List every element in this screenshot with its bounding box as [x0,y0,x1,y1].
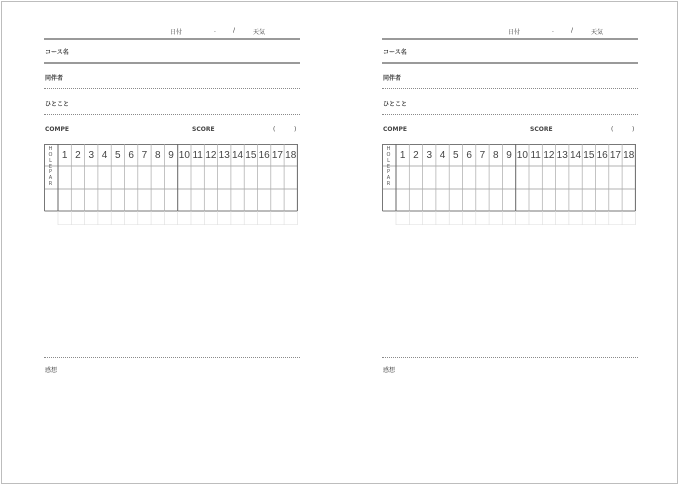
date-separator-slash: / [571,27,574,34]
course-name-label: コース名 [45,49,69,56]
date-separator-dot: . [214,27,216,34]
hole-number: 10 [178,149,190,161]
score-label: SCORE [192,126,215,133]
date-label: 日付 [170,29,183,36]
note-rule [382,114,638,115]
hole-number: 6 [466,149,472,161]
score-paren-open: ( [611,126,614,133]
hole-number: 13 [218,149,230,161]
weather-label: 天気 [253,29,266,36]
course-name-rule [382,62,638,64]
score-paren-close: ) [632,126,635,133]
hole-label: H O L E [48,146,53,170]
hole-number: 7 [141,149,148,161]
impressions-rule [382,357,638,358]
hole-number: 14 [231,149,244,161]
hole-number: 8 [154,149,161,161]
hole-number: 11 [192,149,203,161]
hole-number: 12 [205,149,217,161]
hole-number: 2 [75,149,81,161]
hole-number: 8 [492,149,499,161]
course-name-label: コース名 [383,49,407,56]
note-label: ひとこと [383,101,408,108]
right-page [382,2,639,482]
par-label: P A R [386,169,391,187]
hole-number: 13 [556,149,568,161]
hole-number: 1 [61,149,68,161]
compe-label: COMPE [45,126,69,133]
score-paren-open: ( [273,126,276,133]
hole-number: 7 [479,149,486,161]
hole-number: 18 [285,149,297,161]
hole-number: 4 [101,149,108,161]
score-paren-close: ) [294,126,297,133]
hole-number: 18 [623,149,635,161]
hole-number: 14 [569,149,582,161]
hole-number: 4 [439,149,446,161]
hole-number: 1 [399,149,406,161]
hole-number: 9 [168,149,174,161]
date-separator-dot: . [552,27,554,34]
hole-number: 5 [453,149,459,161]
hole-label: H O L E [386,146,391,170]
compe-label: COMPE [383,126,407,133]
hole-number: 17 [609,149,621,161]
hole-number: 10 [516,149,528,161]
left-page [44,2,301,482]
header-rule [44,38,300,40]
hole-number: 6 [128,149,134,161]
compe-row [382,126,638,136]
hole-number: 3 [88,149,95,161]
impressions-label: 感想 [45,367,58,374]
hole-number: 2 [413,149,419,161]
hole-number: 5 [115,149,121,161]
hole-number: 3 [426,149,433,161]
hole-number: 9 [506,149,512,161]
hole-number: 12 [543,149,555,161]
impressions-rule [44,357,300,358]
note-rule [44,114,300,115]
header-rule [382,38,638,40]
note-label: ひとこと [45,101,70,108]
companion-label: 同伴者 [45,75,64,82]
par-label: P A R [48,169,53,187]
course-name-rule [44,62,300,64]
hole-number: 16 [596,149,608,161]
hole-number: 15 [245,149,257,161]
hole-number: 16 [258,149,270,161]
weather-label: 天気 [591,29,604,36]
date-label: 日付 [508,29,521,36]
compe-row [44,126,300,136]
impressions-label: 感想 [383,367,396,374]
hole-number: 11 [530,149,541,161]
score-label: SCORE [530,126,553,133]
score-sheet [1,1,678,484]
date-separator-slash: / [233,27,236,34]
companion-label: 同伴者 [383,75,402,82]
hole-number: 15 [583,149,595,161]
companion-rule [382,88,638,89]
hole-number: 17 [271,149,283,161]
companion-rule [44,88,300,89]
